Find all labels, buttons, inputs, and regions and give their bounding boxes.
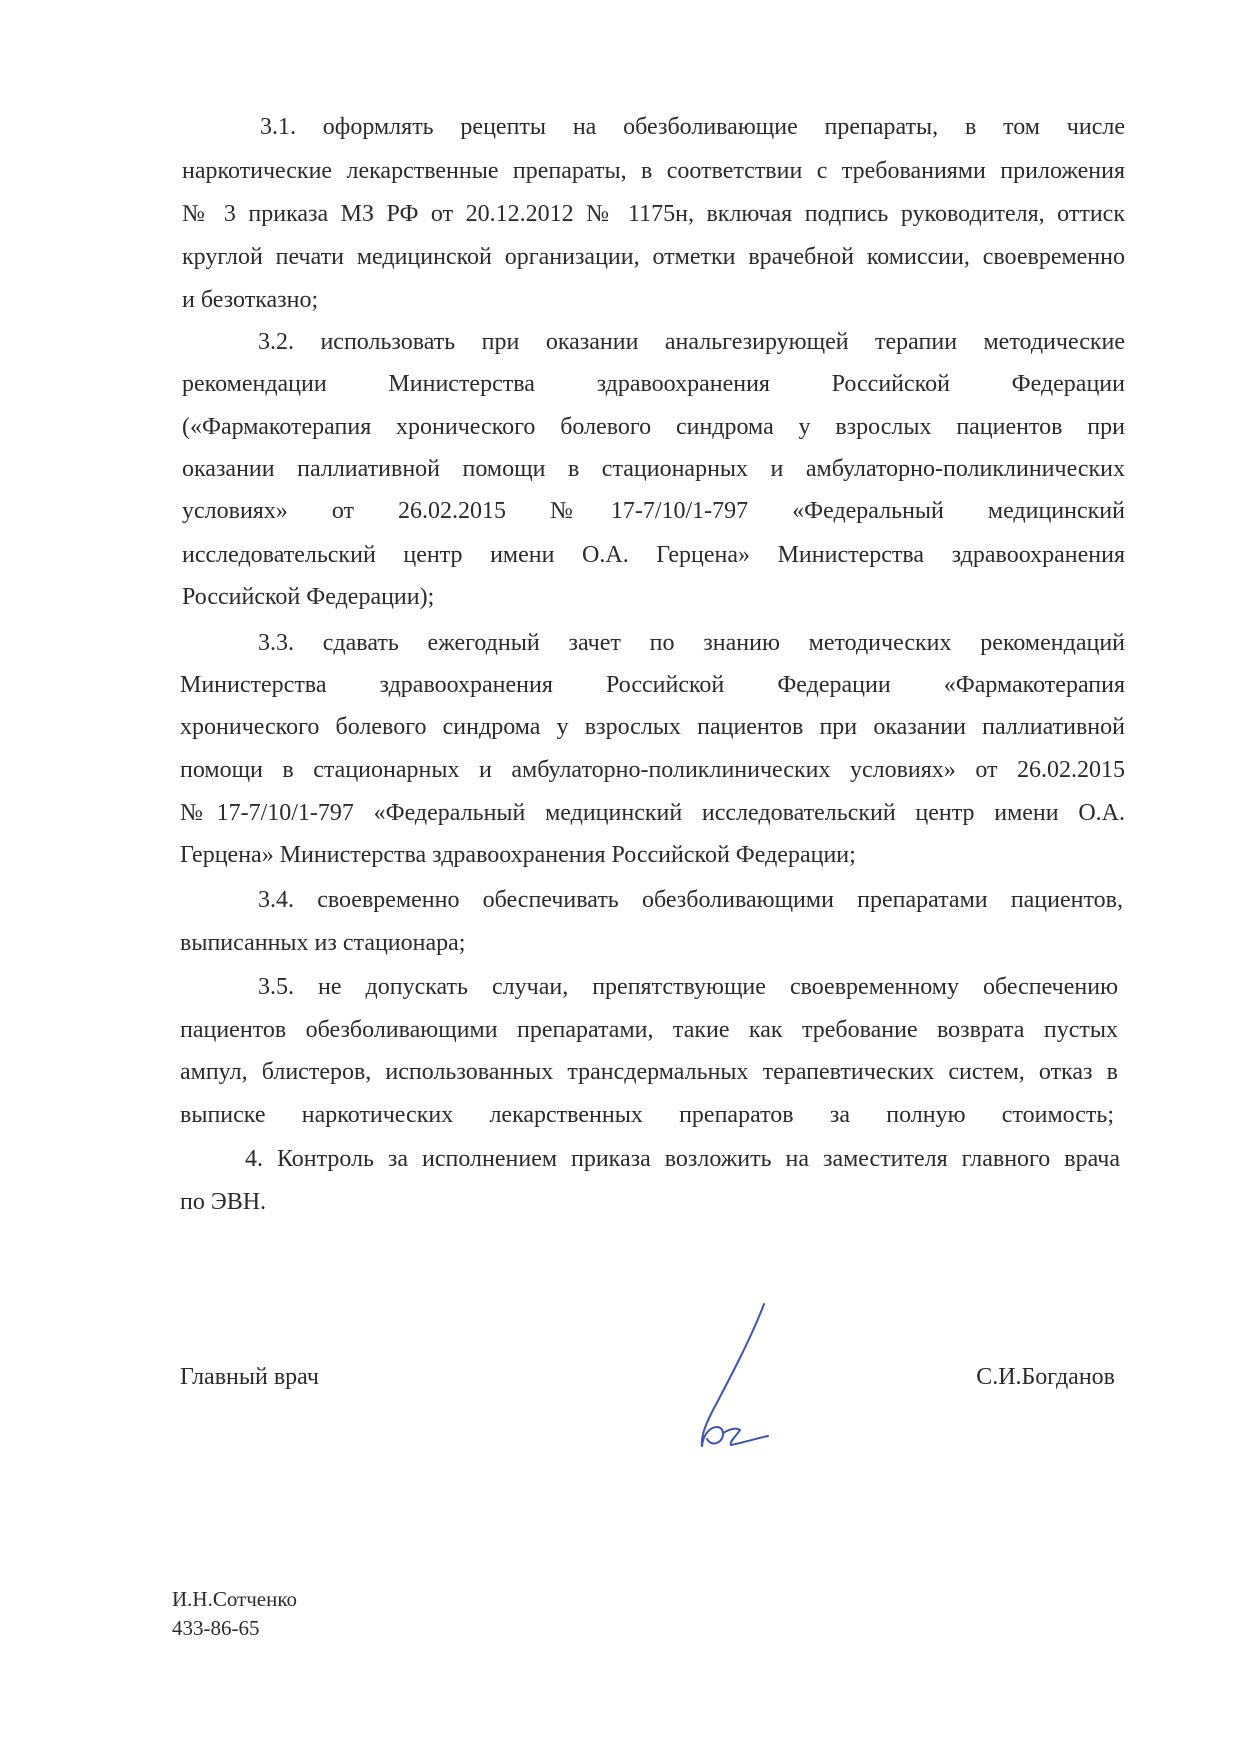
- paragraph-line: условиях» от 26.02.2015 №17-7/10/1-797 «Федеральный медицинский: [182, 498, 1125, 524]
- paragraph-line: ампул, блистеров, использованных трансдермальных терапевтических систем, отказ в: [180, 1059, 1118, 1085]
- paragraph-line: круглой печати медицинской организации, отметки врачебной комиссии, своевременно: [182, 244, 1125, 270]
- paragraph-line: №17-7/10/1-797 «Федеральный медицинский исследовательский центр имени О.А.: [180, 800, 1125, 826]
- executor-phone: 433-86-65: [172, 1616, 260, 1640]
- paragraph-line: выписке наркотических лекарственных препаратов за полную стоимость;: [180, 1102, 1114, 1128]
- paragraph-line: Министерства здравоохранения Российской Федерации «Фармакотерапия: [180, 672, 1125, 698]
- paragraph-line: Герцена» Министерства здравоохранения Российской Федерации;: [180, 842, 856, 868]
- paragraph-line: 3.5. не допускать случаи, препятствующие своевременному обеспечению: [258, 974, 1118, 1000]
- paragraph-line: 3.3. сдавать ежегодный зачет по знанию методических рекомендаций: [258, 630, 1125, 656]
- handwritten-signature: [668, 1298, 780, 1458]
- paragraph-line: оказании паллиативной помощи в стационарных и амбулаторно-поликлинических: [182, 456, 1125, 482]
- paragraph-line: исследовательский центр имени О.А. Герцена» Министерства здравоохранения: [182, 542, 1125, 568]
- paragraph-line: Российской Федерации);: [182, 584, 435, 610]
- paragraph-line: помощи в стационарных и амбулаторно-поликлинических условиях» от 26.02.2015: [180, 757, 1125, 783]
- paragraph-line: выписанных из стационара;: [180, 930, 466, 956]
- paragraph-line: 3.4. своевременно обеспечивать обезболивающими препаратами пациентов,: [258, 887, 1123, 913]
- paragraph-line: наркотические лекарственные препараты, в соответствии с требованиями приложения: [182, 158, 1125, 184]
- paragraph-line: по ЭВН.: [180, 1189, 267, 1215]
- paragraph-line: 3.2. использовать при оказании анальгезирующей терапии методические: [258, 329, 1125, 355]
- paragraph-line: рекомендации Министерства здравоохранения Российской Федерации: [182, 371, 1125, 397]
- paragraph-line: и безотказно;: [182, 287, 319, 313]
- signature-stroke: [723, 1429, 768, 1445]
- paragraph-line: 3.1. оформлять рецепты на обезболивающие препараты, в том числе: [260, 114, 1125, 140]
- paragraph-line: пациентов обезболивающими препаратами, такие как требование возврата пустых: [180, 1017, 1118, 1043]
- paragraph-line: 4. Контроль за исполнением приказа возложить на заместителя главного врача: [245, 1146, 1120, 1172]
- paragraph-line: № 3 приказа МЗ РФ от 20.12.2012 № 1175н, включая подпись руководителя, оттиск: [182, 201, 1125, 227]
- executor-name: И.Н.Сотченко: [172, 1587, 297, 1611]
- signatory-name: С.И.Богданов: [976, 1364, 1115, 1390]
- paragraph-line: хронического болевого синдрома у взрослых пациентов при оказании паллиативной: [180, 714, 1125, 740]
- signature-stroke: [702, 1304, 764, 1446]
- position-title: Главный врач: [180, 1364, 319, 1390]
- paragraph-line: («Фармакотерапия хронического болевого синдрома у взрослых пациентов при: [182, 414, 1125, 440]
